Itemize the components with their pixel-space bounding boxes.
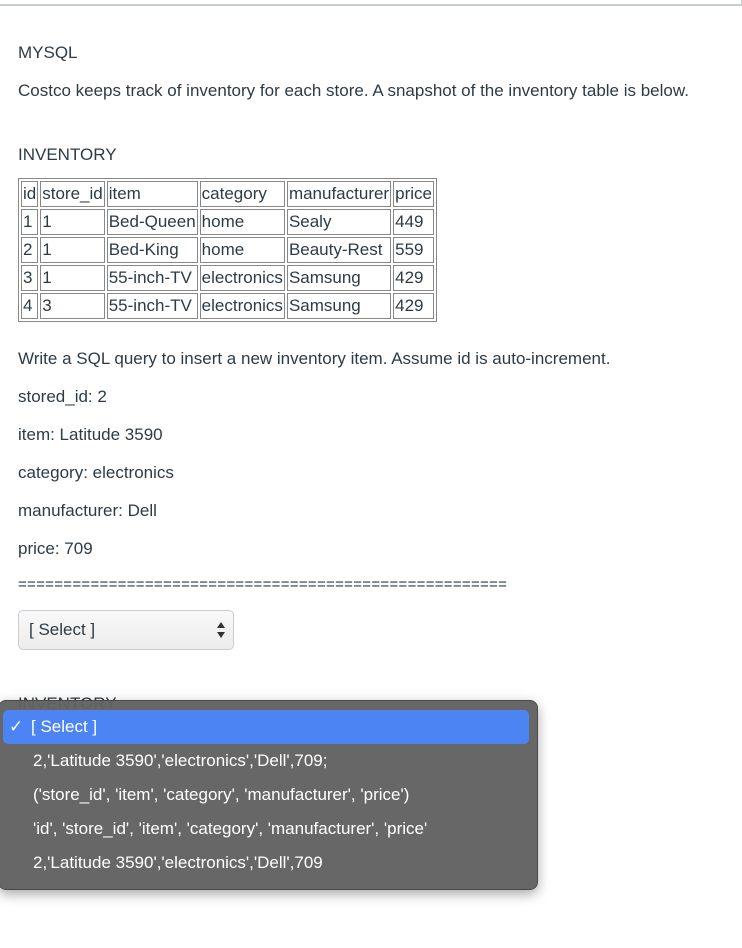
- dropdown-option-selected[interactable]: [3, 710, 529, 744]
- table-cell: 2: [21, 237, 38, 263]
- table-cell: 1: [21, 209, 38, 235]
- dropdown-option-label: 'id', 'store_id', 'item', 'category', 'manufacturer', 'price': [33, 819, 428, 838]
- separator-line: ======================================================: [18, 576, 508, 593]
- table-cell: 4: [21, 293, 38, 319]
- table-cell: Beauty-Rest: [287, 237, 391, 263]
- table-header-cell: price: [393, 181, 434, 207]
- dropdown-option-label: ('store_id', 'item', 'category', 'manufacturer', 'price'): [33, 785, 410, 804]
- table-cell: home: [200, 237, 285, 263]
- table-row: [21, 209, 434, 235]
- question-intro: Costco keeps track of inventory for each store. A snapshot of the inventory table is below.: [18, 81, 689, 100]
- question-title: MYSQL: [18, 43, 78, 62]
- table-cell: electronics: [200, 265, 285, 291]
- table-header-cell: item: [107, 181, 198, 207]
- table-label: INVENTORY: [18, 145, 117, 164]
- table-cell: 1: [40, 265, 104, 291]
- table-header-row: [21, 181, 434, 207]
- field-manufacturer: manufacturer: Dell: [18, 501, 157, 520]
- field-item: item: Latitude 3590: [18, 425, 163, 444]
- table-header-cell: category: [200, 181, 285, 207]
- table-row: [21, 265, 434, 291]
- table-cell: home: [200, 209, 285, 235]
- table-cell: 3: [21, 265, 38, 291]
- table-cell: 1: [40, 237, 104, 263]
- table-header-cell: id: [21, 181, 38, 207]
- answer-select[interactable]: [18, 610, 234, 650]
- field-category: category: electronics: [18, 463, 174, 482]
- table-cell: 55-inch-TV: [107, 293, 198, 319]
- dropdown-option-label: 2,'Latitude 3590','electronics','Dell',709: [33, 853, 323, 872]
- task-text: Write a SQL query to insert a new inventory item. Assume id is auto-increment.: [18, 349, 611, 368]
- table-row: [21, 237, 434, 263]
- table-cell: 449: [393, 209, 434, 235]
- table-cell: Samsung: [287, 293, 391, 319]
- select-dropdown-menu: [0, 700, 538, 890]
- table-cell: 3: [40, 293, 104, 319]
- inventory-table: [18, 178, 437, 322]
- table-cell: Sealy: [287, 209, 391, 235]
- table-cell: 429: [393, 293, 434, 319]
- table-cell: Bed-King: [107, 237, 198, 263]
- top-divider: [0, 0, 742, 6]
- select-updown-icon: [217, 621, 225, 639]
- dropdown-option-label: 2,'Latitude 3590','electronics','Dell',709;: [33, 751, 328, 770]
- answer-select-value: [ Select ]: [29, 620, 96, 639]
- table-header-cell: manufacturer: [287, 181, 391, 207]
- table-cell: Samsung: [287, 265, 391, 291]
- table-cell: 55-inch-TV: [107, 265, 198, 291]
- table-cell: 1: [40, 209, 104, 235]
- table-header-cell: store_id: [40, 181, 104, 207]
- field-price: price: 709: [18, 539, 93, 558]
- table-cell: 559: [393, 237, 434, 263]
- field-store-id: stored_id: 2: [18, 387, 107, 406]
- table-row: [21, 293, 434, 319]
- table-cell: Bed-Queen: [107, 209, 198, 235]
- dropdown-option-label: [ Select ]: [31, 717, 98, 736]
- table-cell: 429: [393, 265, 434, 291]
- table-cell: electronics: [200, 293, 285, 319]
- checkmark-icon: ✓: [9, 717, 24, 736]
